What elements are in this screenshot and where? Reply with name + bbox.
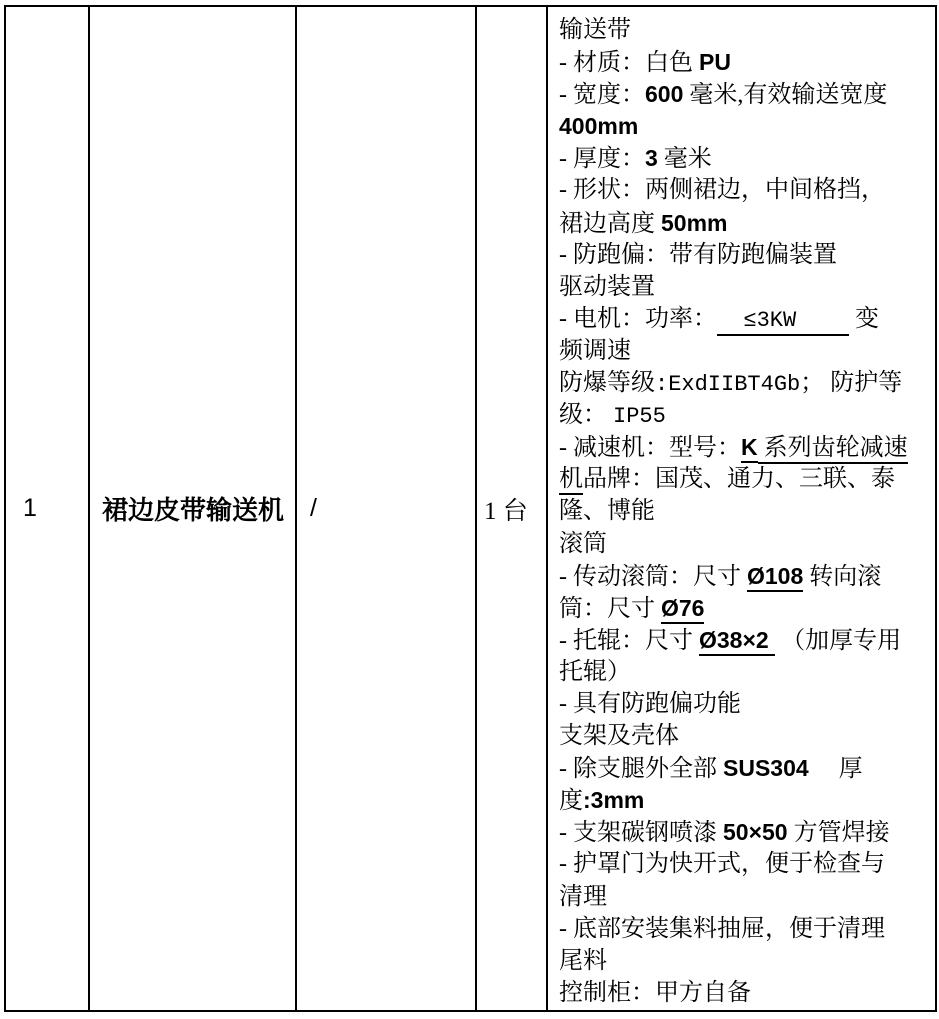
spec-line	[559, 784, 931, 816]
spec-segment: - 支架碳钢喷漆	[559, 820, 723, 847]
spec-line	[559, 816, 931, 848]
spec-cell	[547, 6, 936, 1011]
spec-segment: - 电机：功率：	[559, 305, 717, 332]
spec-line	[559, 977, 931, 1009]
spec-segment: - 厚度：	[559, 146, 645, 173]
spec-segment: - 防跑偏：带有防跑偏装置	[559, 241, 837, 268]
spec-segment: - 材质：白色	[559, 50, 699, 77]
spec-segment: 有效输送宽度	[743, 82, 888, 109]
spec-line	[559, 848, 931, 880]
spec-segment: ≤3KW	[743, 308, 796, 336]
cell-quantity	[476, 6, 547, 1011]
spec-segment: 隆、博能	[559, 498, 655, 525]
spec-line	[559, 592, 931, 624]
spec-line	[559, 624, 931, 656]
spec-segment: SUS304	[723, 755, 809, 782]
spec-line	[559, 303, 931, 335]
spec-line	[559, 207, 931, 239]
spec-segment: 方管焊接	[787, 820, 890, 847]
spec-line	[559, 720, 931, 752]
spec-segment: IP55	[613, 404, 666, 430]
spec-segment: :ExdIIBT4Gb	[655, 372, 801, 398]
spec-line	[559, 945, 931, 977]
spec-segment: 50×50	[723, 819, 788, 846]
spec-segment: 级：	[559, 402, 613, 429]
table-row	[5, 6, 936, 1011]
spec-segment: 转向滚	[803, 563, 882, 590]
spec-segment: 防爆等级	[559, 370, 655, 397]
spec-segment: - 形状：两侧裙边，中间格挡，	[559, 177, 885, 204]
spec-line	[559, 431, 931, 463]
spec-line	[559, 239, 931, 271]
spec-segment: 变	[849, 305, 880, 332]
spec-segment: 清理	[559, 883, 607, 910]
spec-line	[559, 399, 931, 431]
spec-segment: 驱动装置	[559, 273, 655, 300]
spec-segment: - 具有防跑偏功能	[559, 690, 741, 717]
spec-segment: 度	[559, 788, 583, 815]
spec-segment: 防护等	[824, 370, 903, 397]
spec-line	[559, 335, 931, 367]
spec-line	[559, 78, 931, 110]
cell-model	[296, 6, 476, 1011]
spec-line	[559, 174, 931, 206]
spec-segment: 50mm	[661, 209, 728, 236]
spec-segment: 系列齿轮减速	[758, 435, 908, 464]
spec-segment: 机	[559, 466, 583, 495]
spec-line	[559, 528, 931, 560]
spec-line	[559, 110, 931, 142]
spec-segment: 输送带	[559, 17, 631, 43]
spec-line	[559, 752, 931, 784]
quantity-value: 1 台	[484, 497, 528, 525]
spec-segment: 托辊）	[559, 658, 631, 685]
spec-segment: 毫米	[657, 146, 712, 173]
spec-line	[559, 495, 931, 527]
spec-line	[559, 688, 931, 720]
spec-segment: 400mm	[559, 113, 639, 140]
spec-line	[559, 14, 931, 46]
spec-line	[559, 271, 931, 303]
spec-segment: - 传动滚筒：尺寸	[559, 563, 747, 590]
spec-line	[559, 463, 931, 495]
spec-segment: （加厚专用	[775, 627, 902, 654]
spec-line	[559, 913, 931, 945]
spec-line	[559, 142, 931, 174]
equipment-name: 裙边皮带输送机	[102, 495, 285, 525]
spec-segment: ；	[800, 370, 825, 397]
spec-segment: - 底部安装集料抽屉，便于清理	[559, 915, 885, 942]
spec-segment: 支架及壳体	[559, 723, 679, 750]
spec-segment: :3mm	[583, 787, 645, 814]
spec-segment: - 除支腿外全部	[559, 756, 723, 783]
spec-segment: 裙边高度	[559, 210, 661, 237]
spec-segment: 滚筒	[559, 530, 607, 557]
spec-segment: K	[741, 434, 758, 463]
cell-index	[5, 6, 89, 1011]
spec-segment: 筒：尺寸	[559, 595, 661, 622]
spec-segment: 频调速	[559, 337, 631, 364]
spec-table	[4, 5, 937, 1012]
spec-segment: Ø108	[747, 563, 803, 592]
spec-segment	[796, 308, 849, 336]
spec-segment: 尾料	[559, 947, 607, 974]
spec-segment: - 托辊：尺寸	[559, 627, 699, 654]
spec-segment	[717, 308, 743, 336]
spec-segment: - 护罩门为快开式，便于检查与	[559, 851, 885, 878]
spec-segment: 厚	[808, 756, 863, 783]
spec-segment: Ø38×2	[699, 627, 775, 656]
spec-segment: - 减速机：型号：	[559, 435, 741, 462]
spec-segment: Ø76	[661, 595, 704, 624]
spec-line	[559, 560, 931, 592]
cell-equipment-name	[89, 6, 296, 1011]
model-value: /	[310, 494, 317, 522]
spec-segment: - 宽度：	[559, 82, 645, 109]
spec-segment: 品牌：国茂、通力、三联、泰	[583, 466, 895, 493]
spec-segment: 毫米,	[683, 82, 744, 109]
spec-segment: 控制柜：甲方自备	[559, 979, 751, 1006]
spec-line	[559, 367, 931, 399]
spec-segment: 3	[645, 145, 658, 172]
spec-line	[559, 656, 931, 688]
spec-segment: 600	[645, 81, 684, 108]
spec-segment: PU	[699, 49, 731, 76]
spec-line	[559, 46, 931, 78]
row-index: 1	[23, 494, 37, 522]
spec-line	[559, 881, 931, 913]
